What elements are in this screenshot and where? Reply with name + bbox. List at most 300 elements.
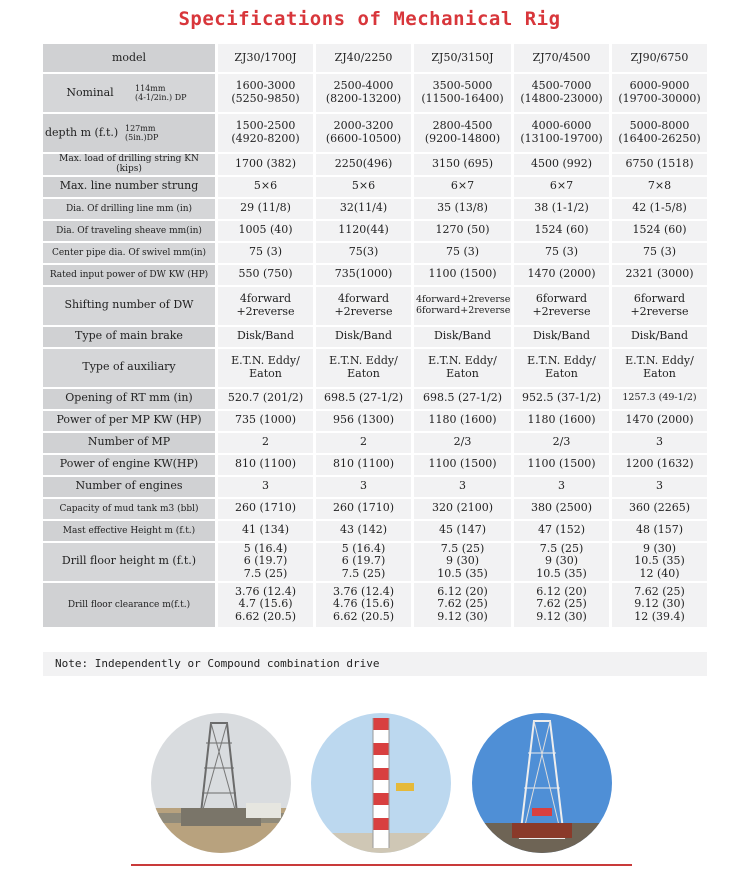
value-cell-line: 42 (1-5/8) (632, 201, 687, 215)
value-cell (511, 154, 609, 175)
value-cell-line: 520.7 (201/2) (227, 391, 304, 405)
value-cell-line: 698.5 (27-1/2) (324, 391, 403, 405)
value-cell-line: 6 (19.7) (243, 554, 288, 568)
value-cell-line: Eaton (446, 366, 479, 380)
value-cell (511, 177, 609, 197)
row-label-cell (43, 499, 215, 519)
row-label-main: Nominal (66, 85, 114, 99)
value-cell-line: 4.76 (15.6) (332, 597, 395, 611)
value-cell-line: 810 (1100) (234, 457, 297, 471)
value-cell (215, 389, 313, 409)
value-cell (313, 243, 411, 263)
row-label-cell-line: Rated input power of DW KW (HP) (49, 269, 209, 280)
value-cell (313, 521, 411, 541)
value-cell-line: 360 (2265) (628, 501, 691, 515)
value-cell-line: Eaton (545, 366, 578, 380)
value-cell-line: 4.7 (15.6) (238, 597, 293, 611)
row-label-cell (43, 243, 215, 263)
header-label-cell-line: model (111, 50, 147, 64)
value-cell-line: 29 (11/8) (240, 201, 291, 215)
value-cell-line: Eaton (643, 366, 676, 380)
value-cell (411, 433, 511, 453)
value-cell-line: 35 (13/8) (437, 201, 488, 215)
value-cell-line: 6forward (535, 292, 588, 306)
row-label-cell (43, 327, 215, 347)
value-cell-line: 810 (1100) (332, 457, 395, 471)
row-label-sub: 114mm (4-1/2in.) DP (135, 83, 187, 102)
value-cell (609, 349, 707, 387)
value-cell-line: 6000-9000 (629, 79, 690, 93)
value-cell (609, 521, 707, 541)
value-cell (215, 433, 313, 453)
value-cell (215, 543, 313, 581)
value-cell (411, 411, 511, 431)
table-row (43, 199, 707, 219)
value-cell-line: 2/3 (552, 435, 571, 449)
value-cell-line: 7×8 (647, 179, 672, 193)
value-cell-line: 2000-3200 (333, 119, 394, 133)
value-cell-line: 6×7 (549, 179, 574, 193)
value-cell (511, 349, 609, 387)
value-cell-line: 6forward (633, 292, 686, 306)
value-cell-line: 1470 (2000) (625, 413, 694, 427)
value-cell (215, 411, 313, 431)
row-label-cell (43, 477, 215, 497)
value-cell-line: 38 (1-1/2) (534, 201, 589, 215)
table-row (43, 583, 707, 627)
value-cell (215, 114, 313, 152)
value-cell-line: 9.12 (30) (437, 610, 488, 623)
value-cell (215, 349, 313, 387)
value-cell (215, 499, 313, 519)
row-label-cell (43, 265, 215, 285)
value-cell (411, 177, 511, 197)
value-cell (411, 265, 511, 285)
value-cell-line: 5×6 (253, 179, 278, 193)
value-cell (511, 114, 609, 152)
table-row (43, 349, 707, 387)
value-cell (609, 74, 707, 112)
value-cell (511, 221, 609, 241)
value-cell (609, 389, 707, 409)
header-label-cell (43, 44, 215, 72)
value-cell-line: 3 (262, 479, 269, 493)
value-cell-line: 1100 (1500) (527, 457, 596, 471)
value-cell (215, 199, 313, 219)
value-cell (215, 455, 313, 475)
value-cell (511, 543, 609, 581)
value-cell-line: (19700-30000) (618, 92, 701, 105)
value-cell-line: 5000-8000 (629, 119, 690, 133)
row-label-cell (43, 349, 215, 387)
row-label-sub: 127mm (5in.)DP (125, 123, 159, 142)
value-cell-line: Disk/Band (532, 329, 591, 343)
value-cell (215, 221, 313, 241)
value-cell (609, 411, 707, 431)
value-cell (609, 327, 707, 347)
value-cell-line: 12 (40) (639, 567, 680, 580)
row-label-cell-line: Dia. Of traveling sheave mm(in) (56, 225, 202, 236)
value-cell-line: (6600-10500) (325, 132, 402, 145)
value-cell (609, 243, 707, 263)
value-cell-line: 7.5 (25) (341, 567, 386, 580)
value-cell-line: 956 (1300) (332, 413, 395, 427)
value-cell (609, 265, 707, 285)
row-label-cell-line: Type of auxiliary (82, 360, 176, 374)
value-cell-line: 1700 (382) (234, 157, 297, 171)
row-label-cell-line: Power of engine KW(HP) (59, 457, 199, 471)
table-row (43, 389, 707, 409)
value-cell (411, 287, 511, 325)
page-title: Specifications of Mechanical Rig (178, 8, 561, 30)
value-cell-line: 43 (142) (339, 523, 388, 537)
row-label-cell (43, 521, 215, 541)
table-row (43, 177, 707, 197)
value-cell (609, 433, 707, 453)
value-cell (609, 177, 707, 197)
value-cell-line: 7.5 (25) (440, 541, 485, 555)
value-cell-line: 3 (558, 479, 565, 493)
row-label-cell-line: Dia. Of drilling line mm (in) (65, 203, 193, 214)
value-cell-line: 3 (459, 479, 466, 493)
rig-photo-1 (151, 713, 291, 853)
value-cell-line: Disk/Band (334, 329, 393, 343)
value-cell (411, 543, 511, 581)
value-cell-line: 1524 (60) (632, 223, 687, 237)
value-cell (313, 74, 411, 112)
value-cell (411, 521, 511, 541)
spec-table (43, 42, 707, 629)
value-cell (215, 287, 313, 325)
value-cell-line: 7.62 (25) (634, 584, 685, 598)
value-cell (609, 221, 707, 241)
table-row (43, 221, 707, 241)
rig-photo-2 (311, 713, 451, 853)
value-cell-line: 7.5 (25) (243, 567, 288, 580)
value-cell-line: 1270 (50) (435, 223, 490, 237)
value-cell-line: 735 (1000) (234, 413, 297, 427)
value-cell-line: (4920-8200) (231, 132, 300, 145)
value-cell-line: 380 (2500) (530, 501, 593, 515)
value-cell-line: 10.5 (35) (536, 567, 587, 580)
value-cell-line: (11500-16400) (421, 92, 504, 105)
value-cell (511, 389, 609, 409)
value-cell-line: +2reverse (236, 304, 295, 318)
value-cell-line: 45 (147) (438, 523, 487, 537)
value-cell (511, 327, 609, 347)
value-cell-line: 1180 (1600) (527, 413, 596, 427)
value-cell (313, 477, 411, 497)
value-cell-line: 47 (152) (537, 523, 586, 537)
value-cell (313, 389, 411, 409)
value-cell-line: Eaton (249, 366, 282, 380)
value-cell (215, 154, 313, 175)
value-cell (609, 583, 707, 627)
value-cell-line: 1200 (1632) (625, 457, 694, 471)
table-row (43, 543, 707, 581)
value-cell (411, 327, 511, 347)
model-header-cell-line: ZJ90/6750 (630, 50, 689, 64)
value-cell (313, 411, 411, 431)
value-cell-line: 260 (1710) (332, 501, 395, 515)
value-cell-line: 952.5 (37-1/2) (522, 391, 601, 405)
row-label-cell-line: Number of engines (75, 479, 183, 493)
value-cell (313, 349, 411, 387)
value-cell-line: 1120(44) (338, 223, 389, 237)
value-cell-line: E.T.N. Eddy/ (231, 354, 300, 368)
value-cell-line: 10.5 (35) (437, 567, 488, 580)
row-label-cell-line: Drill floor clearance m(f.t.) (67, 599, 191, 610)
value-cell-line: 75 (3) (248, 245, 283, 259)
value-cell-line: 3 (656, 479, 663, 493)
value-cell (313, 455, 411, 475)
value-cell-line: 7.62 (25) (536, 597, 587, 611)
value-cell-line: 9 (30) (544, 554, 579, 568)
value-cell (411, 477, 511, 497)
value-cell (313, 265, 411, 285)
row-label-cell (43, 287, 215, 325)
value-cell-line: Disk/Band (236, 329, 295, 343)
value-cell (511, 499, 609, 519)
value-cell (609, 543, 707, 581)
value-cell-line: 5 (16.4) (341, 541, 386, 555)
value-cell-line: 4500 (992) (530, 157, 593, 171)
value-cell-line: 2321 (3000) (625, 267, 694, 281)
value-cell-line: 2800-4500 (432, 119, 493, 133)
value-cell (511, 74, 609, 112)
row-label-cell-line: Capacity of mud tank m3 (bbl) (59, 503, 199, 514)
value-cell (215, 521, 313, 541)
row-label-cell (43, 455, 215, 475)
value-cell-line: (13100-19700) (520, 132, 603, 145)
row-label-cell (43, 389, 215, 409)
value-cell (411, 349, 511, 387)
table-note: Note: Independently or Compound combination drive (43, 652, 707, 676)
value-cell (511, 243, 609, 263)
row-label-cell (43, 114, 215, 152)
value-cell-line: 4forward (337, 292, 390, 306)
footer-divider (131, 864, 632, 866)
value-cell (511, 411, 609, 431)
row-label-cell-line: Center pipe dia. Of swivel mm(in) (51, 247, 207, 258)
value-cell-line: 2 (360, 435, 367, 449)
value-cell (411, 389, 511, 409)
value-cell (609, 199, 707, 219)
row-label-cell-line: Power of per MP KW (HP) (56, 413, 202, 427)
row-label-cell (43, 199, 215, 219)
value-cell (313, 199, 411, 219)
value-cell-line: 2250(496) (334, 157, 393, 171)
row-label-cell (43, 583, 215, 627)
value-cell-line: Disk/Band (433, 329, 492, 343)
value-cell-line: (14800-23000) (520, 92, 603, 105)
value-cell (313, 287, 411, 325)
value-cell-line: 12 (39.4) (634, 610, 685, 623)
value-cell (609, 114, 707, 152)
value-cell (215, 265, 313, 285)
value-cell (411, 455, 511, 475)
value-cell (511, 521, 609, 541)
value-cell (215, 243, 313, 263)
value-cell-line: (8200-13200) (325, 92, 402, 105)
table-row (43, 114, 707, 152)
table-row (43, 499, 707, 519)
table-row (43, 265, 707, 285)
value-cell (511, 583, 609, 627)
row-label-cell-line: Drill floor height m (f.t.) (61, 554, 197, 568)
value-cell (511, 287, 609, 325)
table-row (43, 243, 707, 263)
model-header-cell (215, 44, 313, 72)
value-cell-line: 3 (656, 435, 663, 449)
value-cell-line: 6750 (1518) (625, 157, 694, 171)
value-cell (411, 243, 511, 263)
value-cell-line: 3150 (695) (431, 157, 494, 171)
row-label-cell-line: Opening of RT mm (in) (65, 391, 193, 405)
value-cell-line: 698.5 (27-1/2) (423, 391, 502, 405)
value-cell-line: Disk/Band (630, 329, 689, 343)
value-cell-line: E.T.N. Eddy/ (625, 354, 694, 368)
value-cell-line: +2reverse (334, 304, 393, 318)
value-cell (609, 477, 707, 497)
value-cell-line: Eaton (347, 366, 380, 380)
model-header-cell-line: ZJ70/4500 (532, 50, 591, 64)
value-cell-line: (16400-26250) (618, 132, 701, 145)
row-label-cell-line: Shifting number of DW (64, 298, 194, 312)
value-cell-line: (9200-14800) (424, 132, 501, 145)
value-cell-line: 320 (2100) (431, 501, 494, 515)
row-label-main: depth m (f.t.) (45, 125, 119, 139)
value-cell (313, 154, 411, 175)
value-cell-line: +2reverse (532, 304, 591, 318)
value-cell-line: 7.62 (25) (437, 597, 488, 611)
table-row (43, 521, 707, 541)
value-cell (215, 74, 313, 112)
value-cell-line: 9 (30) (642, 541, 677, 555)
value-cell-line: E.T.N. Eddy/ (428, 354, 497, 368)
table-row (43, 411, 707, 431)
table-row (43, 74, 707, 112)
value-cell-line: 4forward+2reverse (416, 293, 511, 305)
row-label-cell-line: Number of MP (87, 435, 171, 449)
value-cell (411, 74, 511, 112)
row-label-cell (43, 74, 215, 112)
value-cell-line: E.T.N. Eddy/ (329, 354, 398, 368)
value-cell (511, 477, 609, 497)
table-row (43, 327, 707, 347)
value-cell-line: 5 (16.4) (243, 541, 288, 555)
value-cell-line: 41 (134) (241, 523, 290, 537)
model-header-cell (411, 44, 511, 72)
value-cell-line: 1180 (1600) (428, 413, 497, 427)
value-cell (313, 114, 411, 152)
row-label-cell (43, 411, 215, 431)
value-cell-line: 1100 (1500) (428, 267, 497, 281)
value-cell (511, 455, 609, 475)
value-cell-line: 9.12 (30) (536, 610, 587, 623)
value-cell-line: 75(3) (348, 245, 379, 259)
row-label-cell-line: Max. load of drilling string KN (kips) (59, 154, 199, 175)
value-cell-line: 4000-6000 (531, 119, 592, 133)
value-cell-line: 1257.3 (49-1/2) (622, 392, 697, 404)
value-cell-line: 6 (19.7) (341, 554, 386, 568)
row-label-cell (43, 177, 215, 197)
row-label-cell-line: Type of main brake (75, 329, 183, 343)
model-header-cell (511, 44, 609, 72)
value-cell (313, 583, 411, 627)
value-cell-line: 3.76 (12.4) (234, 584, 297, 598)
model-header-cell-line: ZJ50/3150J (431, 50, 494, 64)
value-cell-line: 2500-4000 (333, 79, 394, 93)
value-cell-line: E.T.N. Eddy/ (527, 354, 596, 368)
value-cell (609, 154, 707, 175)
rig-photo-3 (472, 713, 612, 853)
value-cell-line: 32(11/4) (339, 201, 388, 215)
value-cell (609, 455, 707, 475)
model-header-cell (313, 44, 411, 72)
row-label-cell (43, 154, 215, 175)
value-cell (215, 583, 313, 627)
value-cell-line: 75 (3) (642, 245, 677, 259)
value-cell (313, 177, 411, 197)
value-cell (313, 221, 411, 241)
value-cell (411, 114, 511, 152)
model-header-cell-line: ZJ30/1700J (234, 50, 297, 64)
value-cell-line: 75 (3) (445, 245, 480, 259)
value-cell-line: 3.76 (12.4) (332, 584, 395, 598)
value-cell-line: 2 (262, 435, 269, 449)
value-cell (411, 199, 511, 219)
value-cell-line: 7.5 (25) (539, 541, 584, 555)
value-cell (411, 499, 511, 519)
value-cell-line: 4forward (239, 292, 292, 306)
table-header-row (43, 44, 707, 72)
row-label-cell-line: Mast effective Height m (f.t.) (62, 525, 196, 536)
value-cell-line: +2reverse (630, 304, 689, 318)
table-row (43, 477, 707, 497)
value-cell-line: 1005 (40) (238, 223, 293, 237)
model-header-cell (609, 44, 707, 72)
row-label-cell (43, 221, 215, 241)
row-label-cell-line: Max. line number strung (59, 179, 199, 193)
value-cell-line: 1524 (60) (534, 223, 589, 237)
value-cell-line: 9 (30) (445, 554, 480, 568)
value-cell (215, 177, 313, 197)
value-cell (511, 265, 609, 285)
value-cell-line: 6×7 (450, 179, 475, 193)
value-cell-line: 260 (1710) (234, 501, 297, 515)
value-cell (215, 477, 313, 497)
value-cell-line: 1470 (2000) (527, 267, 596, 281)
value-cell-line: 3 (360, 479, 367, 493)
value-cell-line: 6.62 (20.5) (234, 610, 297, 623)
row-label-cell (43, 433, 215, 453)
value-cell (313, 433, 411, 453)
value-cell-line: 10.5 (35) (634, 554, 685, 568)
table-row (43, 287, 707, 325)
value-cell-line: 75 (3) (544, 245, 579, 259)
value-cell-line: 6.12 (20) (437, 584, 488, 598)
value-cell (609, 499, 707, 519)
value-cell (511, 199, 609, 219)
value-cell-line: 6.62 (20.5) (332, 610, 395, 623)
value-cell (215, 327, 313, 347)
value-cell (313, 499, 411, 519)
value-cell (511, 433, 609, 453)
row-label-cell (43, 543, 215, 581)
value-cell-line: 1500-2500 (235, 119, 296, 133)
value-cell-line: 9.12 (30) (634, 597, 685, 611)
